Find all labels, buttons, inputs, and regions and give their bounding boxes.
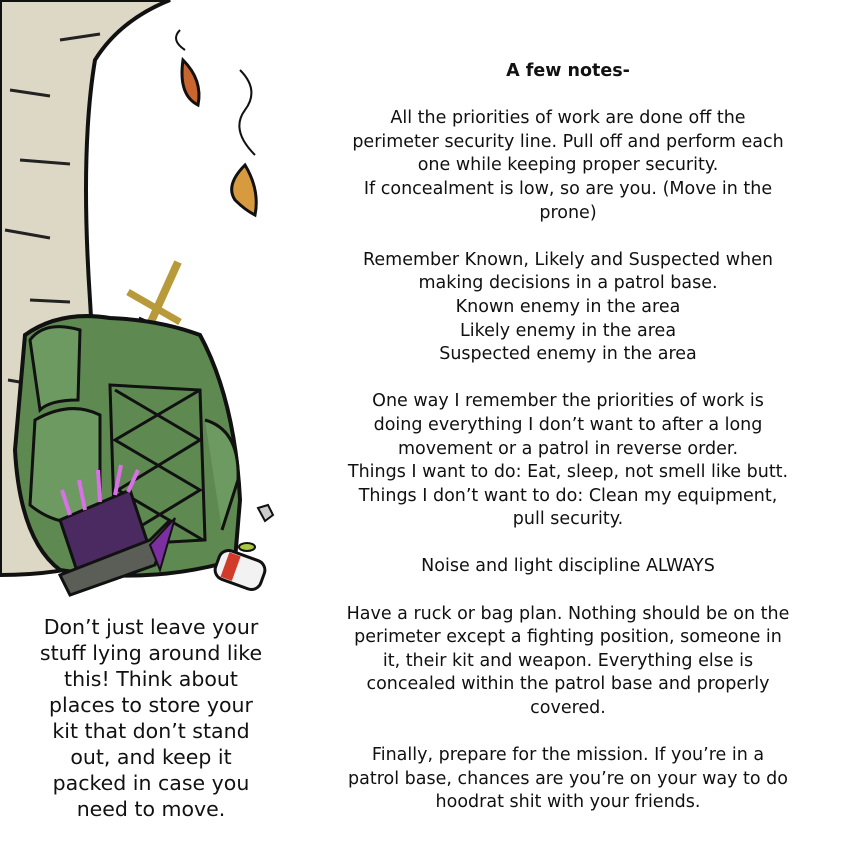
caption-line: this! Think about [64,667,238,691]
text-line: doing everything I don’t want to after a long [373,414,763,435]
text-line: Have a ruck or bag plan. Nothing should be on the [346,603,790,624]
text-line: hoodrat shit with your friends. [435,792,701,813]
text-line: Suspected enemy in the area [439,344,697,365]
notes-paragraph [318,744,818,815]
text-line: perimeter except a fighting position, someone in [354,627,782,648]
text-line: Likely enemy in the area [459,320,677,341]
text-line: Noise and light discipline ALWAYS [421,556,715,577]
notes-paragraph [318,249,818,367]
text-line: Remember Known, Likely and Suspected when [363,249,773,270]
text-line: pull security. [512,509,624,530]
notes-paragraph [318,555,818,579]
caption-line: out, and keep it [70,745,232,769]
text-line: patrol base, chances are you’re on your way to do [348,768,788,789]
illustration-caption [20,614,282,822]
caption-line: places to store your [49,693,253,717]
text-line: prone) [539,202,597,223]
text-line: movement or a patrol in reverse order. [397,438,739,459]
text-line: covered. [530,698,606,719]
text-line: one while keeping proper security. [417,155,719,176]
text-line: Finally, prepare for the mission. If you’re in a [371,745,765,766]
text-line: concealed within the patrol base and properly [366,674,770,695]
caption-line: kit that don’t stand [52,719,250,743]
notes-panel [318,60,818,839]
falling-leaves [176,30,256,215]
text-line: making decisions in a patrol base. [418,273,718,294]
text-line: Things I want to do: Eat, sleep, not smell like butt. [347,462,789,483]
caption-line: stuff lying around like [39,641,263,665]
text-line: Known enemy in the area [455,296,681,317]
text-line: If concealment is low, so are you. (Move in the [363,178,773,199]
notes-paragraph [318,107,818,225]
text-line: One way I remember the priorities of work is [372,391,764,412]
text-line: Things I don’t want to do: Clean my equipment, [358,485,778,506]
caption-line: packed in case you [52,771,250,795]
notes-title: A few notes- [506,61,630,81]
text-line: perimeter security line. Pull off and perform each [352,131,784,152]
caption-line: need to move. [76,797,226,821]
notes-paragraph [318,390,818,532]
text-line: it, their kit and weapon. Everything else is [382,650,754,671]
notes-paragraph [318,603,818,721]
caption-line: Don’t just leave your [43,615,259,639]
text-line: All the priorities of work are done off the [390,108,746,129]
